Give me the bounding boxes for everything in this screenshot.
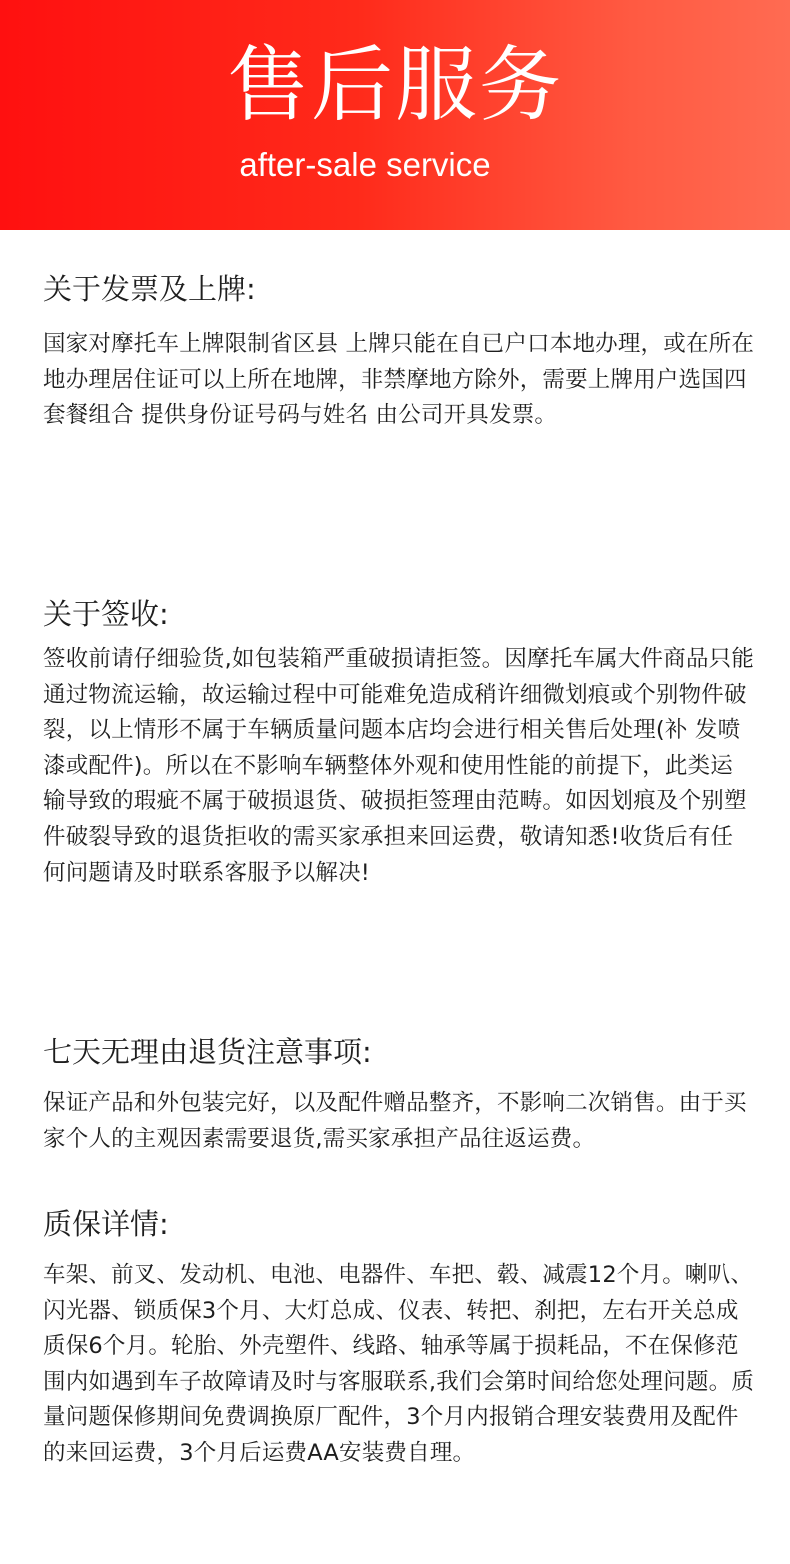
section-warranty [43,1202,755,1472]
section-seven-day-return [43,1030,755,1157]
section-body: 保证产品和外包装完好，以及配件赠品整齐，不影响二次销售。由于买家个人的主观因素需要退货,需买家承担产品往返运费。 [43,1090,747,1152]
section-body: 签收前请仔细验货,如包装箱严重破损请拒签。因摩托车属大件商品只能通过物流运输，故运输过程中可能难免造成稍许细微划痕或个别物件破裂，以上情形不属于车辆质量问题本店均会进行相关售后处理(补 发喷漆或配件)。所以在不影响车辆整体外观和使用性能的前提下，此类运输导致的瑕疵不属于破损退货、破损拒签理由范畴。如因划痕及个别塑件破裂导致的退货拒收的需买家承担来回运费，敬请知悉!收货后有任何问题请及时联系客服予以解决! [43,646,755,886]
section-heading: 关于发票及上牌: [43,272,256,306]
section-heading: 关于签收: [43,597,169,631]
page-title: 售后服务 [226,38,563,133]
section-body: 车架、前叉、发动机、电池、电器件、车把、毂、减震12个月。喇叭、闪光器、锁质保3个月、大灯总成、仪表、转把、刹把，左右开关总成质保6个月。轮胎、外壳塑件、线路、轴承等属于损耗品，不在保修范围内如遇到车子故障请及时与客服联系,我们会第时间给您处理问题。质量问题保修期间免费调换原厂配件，3个月内报销合理安装费用及配件的来回运费，3个月后运费AA安装费自理。 [43,1262,755,1466]
section-signing [43,592,755,891]
section-heading: 七天无理由退货注意事项: [43,1035,372,1069]
section-body: 国家对摩托车上牌限制省区县 上牌只能在自已户口本地办理，或在所在地办理居住证可以上所在地牌，非禁摩地方除外，需要上牌用户选国四套餐组合 提供身份证号码与姓名 由公司开具发票。 [43,331,755,429]
section-heading: 质保详情: [43,1207,169,1241]
section-invoice-registration [43,267,755,434]
header-banner [0,0,790,230]
page-subtitle: after-sale service [239,146,491,183]
